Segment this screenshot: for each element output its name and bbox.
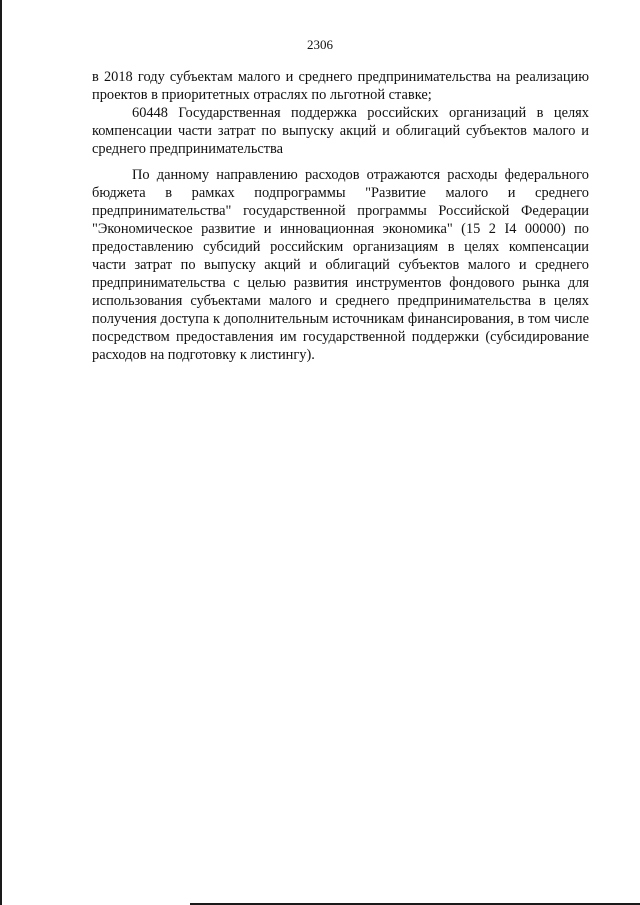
scan-border-left xyxy=(0,0,2,905)
paragraph-continuation: в 2018 году субъектам малого и среднего предпринимательства на реализацию проектов в приоритетных отраслях по льготной ставке; xyxy=(92,69,589,103)
page-number: 2306 xyxy=(307,37,333,52)
paragraph-description: По данному направлению расходов отражаются расходы федерального бюджета в рамках подпрограммы "Развитие малого и среднего предпринимательства" государственной программы Российской Федерации "Экономическое развитие и инновационная экономика" (15 2 I4 00000) по предоставлению субсидий российским организациям в целях компенсации части затрат по выпуску акций и облигаций субъектов малого и среднего предпринимательства с целью развития инструментов фондового рынка для использования субъектами малого и среднего предпринимательства в целях получения доступа к дополнительным источникам финансирования, в том числе посредством предоставления им государственной поддержки (субсидирование расходов на подготовку к листингу). xyxy=(92,167,589,363)
document-body xyxy=(92,68,589,364)
paragraph-code-60448: 60448 Государственная поддержка российских организаций в целях компенсации части затрат по выпуску акций и облигаций субъектов малого и среднего предпринимательства xyxy=(92,105,589,157)
